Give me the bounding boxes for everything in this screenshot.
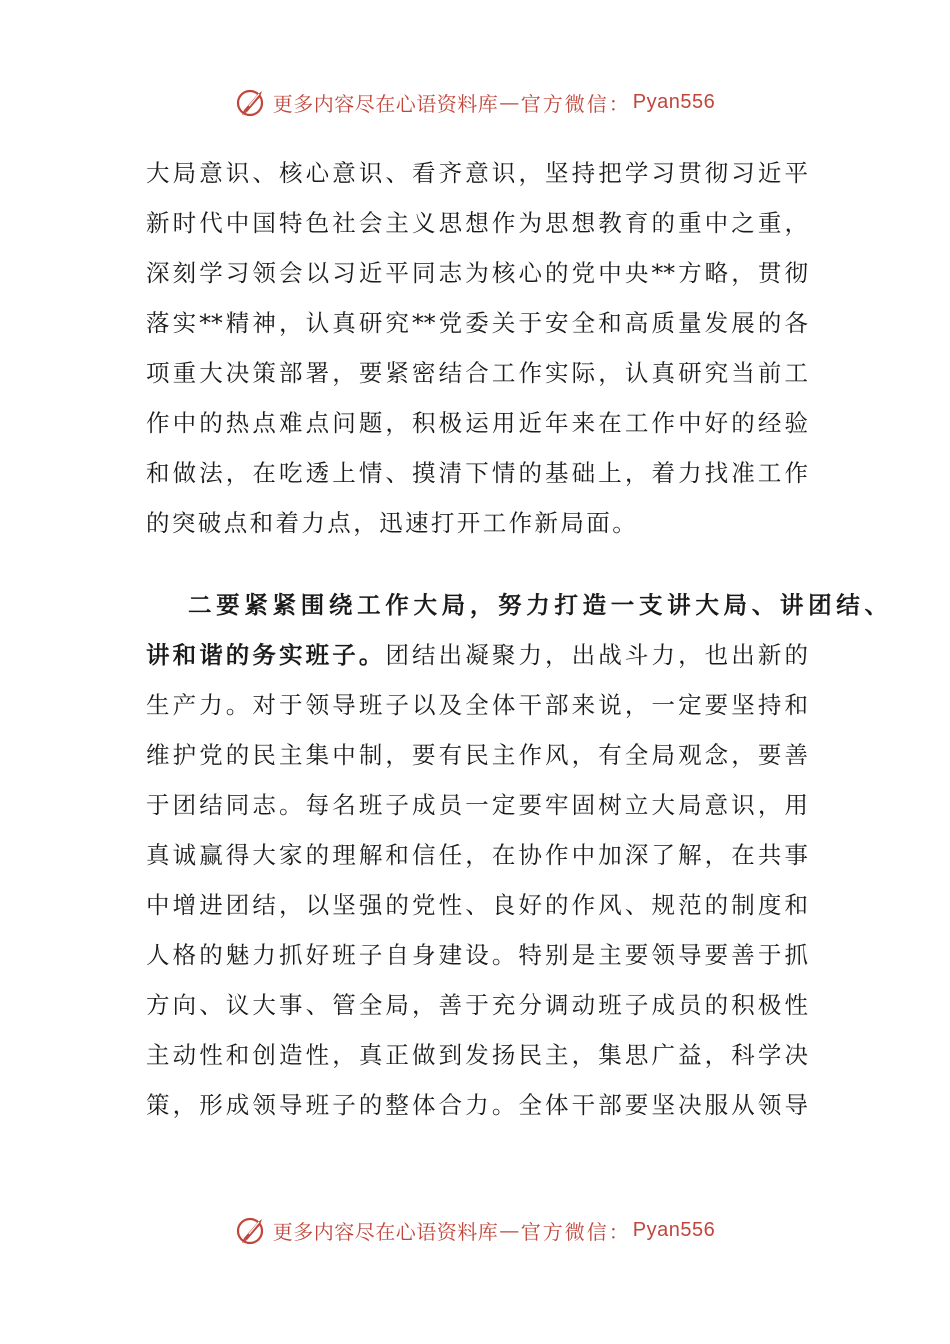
banner-separator: —	[499, 90, 520, 114]
paragraph-2	[146, 580, 888, 1130]
banner-site-text: 更多内容尽在心语资料库	[272, 91, 499, 116]
text-line: 真诚赢得大家的理解和信任，在协作中加深了解，在共事	[146, 841, 808, 869]
banner-wechat-id: Pyan556	[632, 1218, 716, 1241]
text-line: 方向、议大事、管全局，善于充分调动班子成员的积极性	[146, 991, 808, 1019]
text-line: 的突破点和着力点，迅速打开工作新局面。	[146, 509, 639, 537]
text-line: 人格的魅力抓好班子自身建设。特别是主要领导要善于抓	[146, 941, 808, 969]
text-line: 大局意识、核心意识、看齐意识，坚持把学习贯彻习近平	[146, 159, 808, 187]
text-line: 落实**精神，认真研究**党委关于安全和高质量发展的各	[146, 309, 808, 337]
header-watermark-banner	[0, 82, 950, 122]
text-line: 生产力。对于领导班子以及全体干部来说，一定要坚持和	[146, 691, 808, 719]
banner-wechat-label: 官方微信：	[520, 1219, 631, 1244]
paragraph-1	[146, 148, 808, 548]
text-line: 中增进团结，以坚强的党性、良好的作风、规范的制度和	[146, 891, 808, 919]
pen-nib-logo-icon	[235, 1213, 269, 1247]
text-line-rest: 团结出凝聚力，出战斗力，也出新的	[385, 641, 808, 669]
text-line	[146, 630, 808, 680]
text-line: 新时代中国特色社会主义思想作为思想教育的重中之重，	[146, 209, 808, 237]
text-line: 主动性和创造性，真正做到发扬民主，集思广益，科学决	[146, 1041, 808, 1069]
text-line: 维护党的民主集中制，要有民主作风，有全局观念，要善	[146, 741, 808, 769]
banner-separator: —	[499, 1218, 520, 1242]
text-line: 项重大决策部署，要紧密结合工作实际，认真研究当前工	[146, 359, 808, 387]
banner-wechat-id: Pyan556	[632, 90, 716, 113]
text-line: 作中的热点难点问题，积极运用近年来在工作中好的经验	[146, 409, 808, 437]
paragraph-heading-tail: 讲和谐的务实班子。	[146, 641, 386, 669]
text-line: 深刻学习领会以习近平同志为核心的党中央**方略，贯彻	[146, 259, 808, 287]
pen-nib-logo-icon	[235, 85, 269, 119]
banner-wechat-label: 官方微信：	[520, 91, 631, 116]
document-body	[146, 148, 888, 1130]
banner-site-text: 更多内容尽在心语资料库	[272, 1219, 499, 1244]
paragraph-heading-line: 二要紧紧围绕工作大局，努力打造一支讲大局、讲团结、	[188, 591, 888, 619]
text-line: 和做法，在吃透上情、摸清下情的基础上，着力找准工作	[146, 459, 808, 487]
footer-watermark-banner	[0, 1210, 950, 1250]
text-line: 策，形成领导班子的整体合力。全体干部要坚决服从领导	[146, 1091, 808, 1119]
text-line: 于团结同志。每名班子成员一定要牢固树立大局意识，用	[146, 791, 808, 819]
